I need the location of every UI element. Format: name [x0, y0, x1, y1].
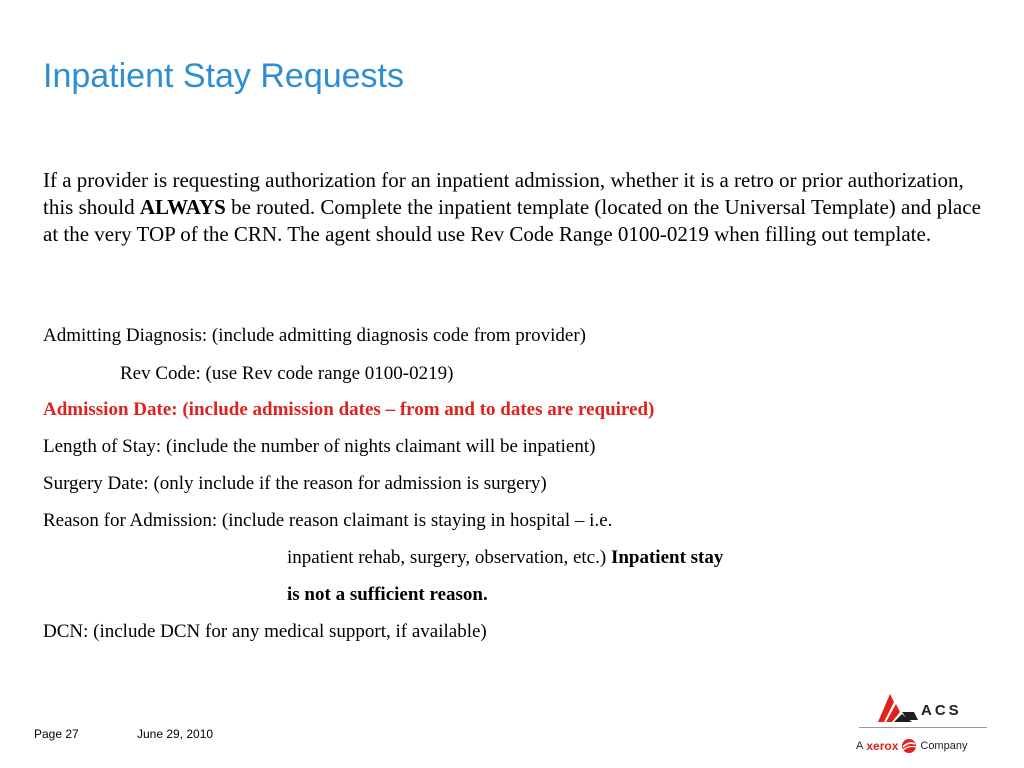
- surgery-date-line: Surgery Date: (only include if the reason for admission is surgery): [43, 473, 547, 494]
- intro-text-before: If a provider is requesting authorization for an inpatient admission, whether it is a retro or prior authorization, this should: [43, 168, 964, 219]
- reason-for-admission-line: Reason for Admission: (include reason claimant is staying in hospital – i.e.: [43, 510, 613, 531]
- tagline-suffix: Company: [920, 740, 968, 752]
- reason-note-bold: Inpatient stay: [610, 547, 724, 568]
- logo-divider: [859, 727, 987, 728]
- xerox-sphere-icon: [901, 738, 917, 754]
- acs-wordmark: ACS: [921, 702, 962, 719]
- reason-continuation-text: inpatient rehab, surgery, observation, etc.): [287, 547, 607, 568]
- reason-continuation-line: [287, 546, 723, 570]
- admitting-diagnosis-line: Admitting Diagnosis: (include admitting diagnosis code from provider): [43, 325, 586, 346]
- intro-text-after: be routed. Complete the inpatient template (located on the Universal Template) and place at the very TOP of the CRN. The agent should use Rev Code Range 0100-0219 when filling out template.: [43, 195, 981, 246]
- reason-note-bold-line: is not a sufficient reason.: [287, 584, 488, 605]
- footer-date: June 29, 2010: [137, 727, 214, 741]
- rev-code-line: Rev Code: (use Rev code range 0100-0219): [120, 363, 454, 384]
- admission-date-line: Admission Date: (include admission dates – from and to dates are required): [43, 399, 655, 420]
- dcn-line: DCN: (include DCN for any medical support, if available): [43, 621, 487, 642]
- slide-title: Inpatient Stay Requests: [43, 57, 405, 95]
- intro-paragraph: [43, 167, 993, 248]
- page-number: Page 27: [34, 727, 79, 741]
- tagline-prefix: A: [856, 740, 864, 752]
- intro-emphasis: ALWAYS: [139, 195, 226, 219]
- length-of-stay-line: Length of Stay: (include the number of nights claimant will be inpatient): [43, 436, 596, 457]
- xerox-wordmark: xerox: [866, 739, 899, 753]
- xerox-tagline: [856, 738, 967, 754]
